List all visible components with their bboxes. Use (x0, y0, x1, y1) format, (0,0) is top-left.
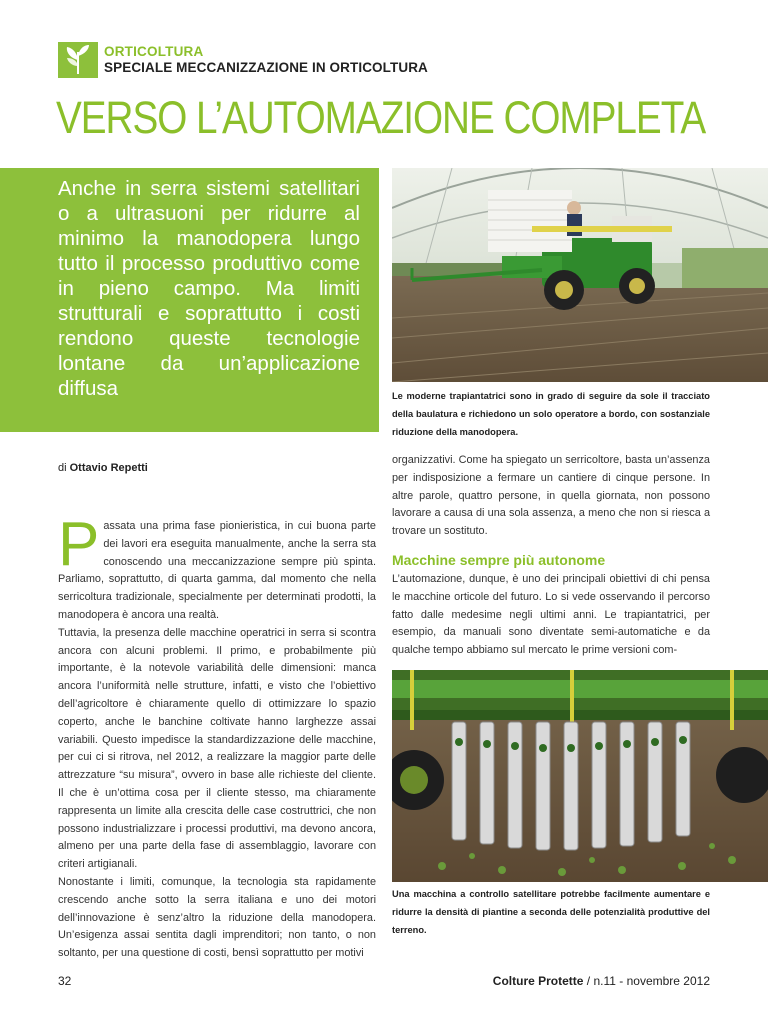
transplanter-photo (392, 168, 768, 382)
author-name: Ottavio Repetti (69, 462, 148, 474)
photo1-caption: Le moderne trapiantatrici sono in grado di seguire da sole il tracciato della baulatura e richiedono un solo operatore a bordo, con sostanziale riduzione della manodopera. (392, 391, 710, 437)
subsection-label: SPECIALE MECCANIZZAZIONE IN ORTICOLTURA (104, 60, 428, 75)
subhead: Macchine sempre più autonome (392, 552, 606, 568)
lead-text: Anche in serra sistemi satellitari o a ultrasuoni per ridurre al minimo la manodopera lungo tutto il processo produttivo come in pieno campo. Ma limiti strutturali e soprattutto i costi rendono queste tecnologie lontane da un’applicazione diffusa (58, 177, 360, 400)
body-column-2 (392, 452, 710, 541)
leaf-icon (58, 42, 98, 78)
page-number: 32 (58, 974, 72, 988)
paragraph (58, 510, 376, 625)
magazine-name: Colture Protette (492, 974, 584, 988)
paragraph: organizzativi. Come ha spiegato un serricoltore, basta un’assenza per indisposizione a fermare un cantiere di cinque persone. In altre parole, quattro persone, in quella giornata, non possono lavorare a causa di una sola assenza, a meno che non si riesca a trovare un sostituto. (392, 454, 710, 538)
paragraph: L’automazione, dunque, è uno dei principali obiettivi di chi pensa le macchine orticole del futuro. Lo si vede osservando il percorso fatto dalle medesime negli ultimi anni. Le trapiantatrici, per esempio, da manuali sono diventate semi-automatiche e da qualche tempo abbiamo sul mercato le prime versioni com- (392, 573, 710, 657)
byline-prefix: di (58, 462, 67, 474)
drop-cap: P (58, 510, 100, 579)
byline (58, 462, 148, 474)
body-column-1 (58, 510, 376, 963)
section-label: ORTICOLTURA (104, 44, 204, 59)
page-title: VERSO L’AUTOMAZIONE COMPLETA (56, 92, 706, 143)
paragraph: Nonostante i limiti, comunque, la tecnologia sta rapidamente crescendo anche sotto la serra italiana e uno dei motori dell’innovazione è senz’altro la riduzione della manodopera. Un’esigenza assai sentita dagli imprenditori; non tanto, o non soltanto, per una questione di costi, bensì soprattutto per motivi (58, 875, 376, 960)
footer-publication (493, 974, 710, 988)
issue-info: / n.11 - novembre 2012 (583, 974, 710, 988)
body-column-2-continued (392, 571, 710, 660)
photo2-caption: Una macchina a controllo satellitare potrebbe facilmente aumentare e ridurre la densità di piantine a seconda delle potenzialità produttive del terreno. (392, 889, 710, 935)
satellite-machine-photo (392, 670, 768, 882)
paragraph-text: assata una prima fase pionieristica, in cui buona parte dei lavori era eseguita manualmente, anche la serra sta conoscendo una meccanizzazione sempre più spinta. Parliamo, soprattutto, di quarta gamma, dal momento che nella serricoltura tradizionale, specialmente per determinati prodotti, la manodopera è ancora una realtà. (58, 520, 376, 621)
paragraph: Tuttavia, la presenza delle macchine operatrici in serra si scontra ancora con alcuni problemi. Il primo, e probabilmente più importante, è la notevole variabilità delle dimensioni: manca ancora l’uniformità nelle strutture, infatti, e visto che l’obiettivo dell’agricoltore è chiaramente quello di ottimizzare lo spazio coperto, anche le banchine coltivate hanno larghezze assai variabili. Questo impedisce la standardizzazione delle macchine, per cui ci si ritrova, nel 2012, a realizzare la maggior parte delle attrezzature “su misura”, ovvero in base alle richieste del cliente. Il che è un’ottima cosa per il cliente stesso, ma chiaramente rappresenta un limite alla crescita delle case costruttrici, che non possono industrializzare i processi produttivi, ma devono ancora, almeno per una parte della fase di assemblaggio, lavorare con criteri artigianali. (58, 626, 376, 871)
